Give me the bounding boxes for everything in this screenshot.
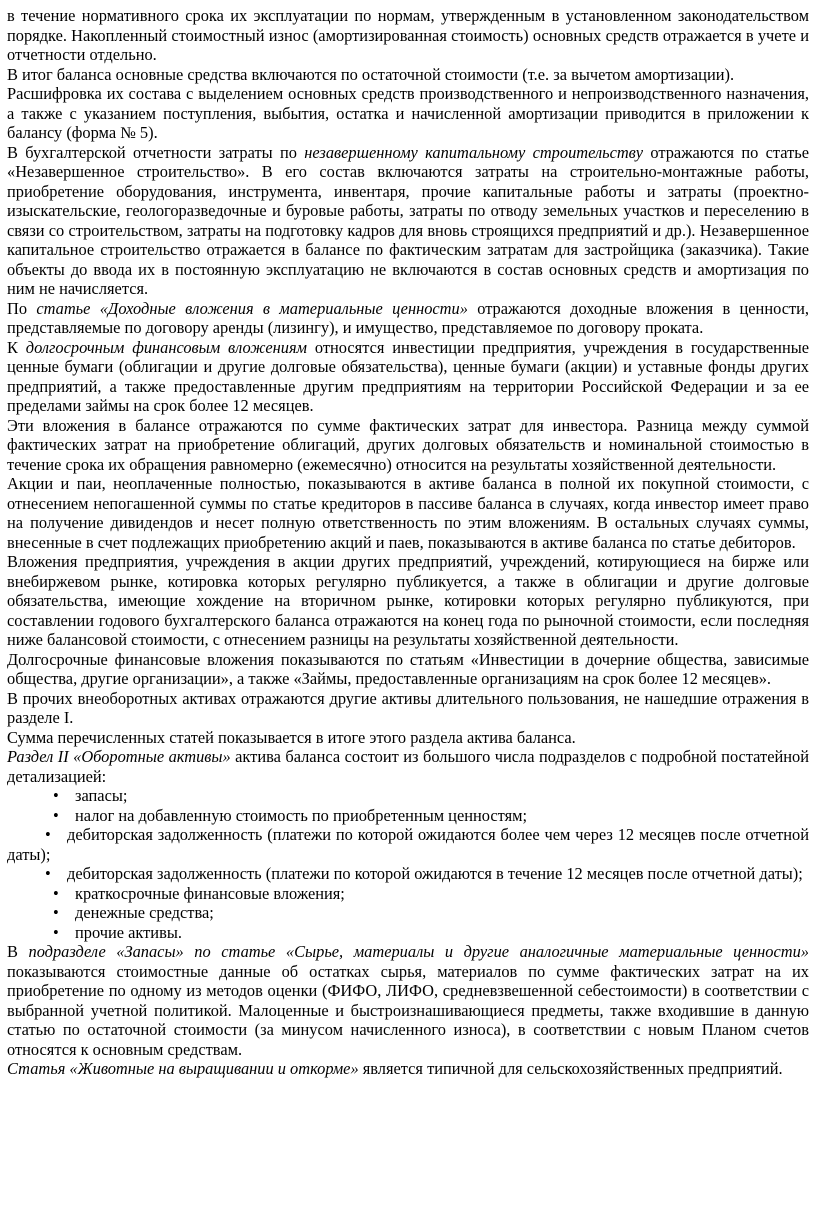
paragraph bbox=[7, 416, 809, 475]
bullet-icon: • bbox=[53, 786, 59, 805]
italic-term: долгосрочным финансовым вложениям bbox=[25, 337, 308, 357]
list-item bbox=[7, 923, 809, 943]
paragraph bbox=[7, 474, 809, 552]
text-run: в течение нормативного срока их эксплуатации по нормам, утвержденным в установленном законодательством порядке. Накопленный стоимостный износ (амортизированная стоимость) основных средств отражается в учете и отчетности отдельно. bbox=[7, 6, 809, 64]
paragraph bbox=[7, 65, 809, 85]
text-run: показываются стоимостные данные об остатках сырья, материалов по сумме фактических затрат на их приобретение по одному из методов оценки (ФИФО, ЛИФО, средневзвешенной себестоимости) в соответствии с выбранной учетной политикой. Малоценные и быстроизнашивающиеся предметы, также входившие в данную статью по остаточной стоимости (за минусом начисленного износа), в соответствии с новым Планом счетов относятся к основным средствам. bbox=[7, 961, 809, 1059]
italic-term: статье «Доходные вложения в материальные ценности» bbox=[36, 298, 468, 318]
paragraph bbox=[7, 689, 809, 728]
bullet-icon: • bbox=[53, 883, 59, 903]
list-item-text: прочие активы. bbox=[75, 922, 182, 942]
text-run: В bbox=[7, 942, 29, 961]
paragraph bbox=[7, 6, 809, 65]
paragraphs-before-list bbox=[7, 6, 809, 786]
paragraph bbox=[7, 747, 809, 786]
list-item bbox=[7, 903, 809, 923]
list-item-text: запасы; bbox=[75, 786, 128, 805]
text-run: Вложения предприятия, учреждения в акции других предприятий, учреждений, котирующиеся на бирже или внебиржевом рынке, котировка которых регулярно публикуется, а также в облигации и другие долговые обязательства, имеющие хождение на вторичном рынке, котировки которых регулярно публикуются, при составлении годового бухгалтерского баланса отражаются на конец года по рыночной стоимости, если последняя ниже балансовой стоимости, с отнесением разницы на результаты хозяйственной деятельности. bbox=[7, 552, 809, 649]
paragraph bbox=[7, 84, 809, 143]
paragraphs-after-list bbox=[7, 942, 809, 1079]
list-item-text: дебиторская задолженность (платежи по которой ожидаются более чем через 12 месяцев после отчетной даты); bbox=[7, 825, 809, 864]
bullet-icon: • bbox=[53, 922, 59, 942]
bullet-list bbox=[7, 786, 809, 942]
paragraph bbox=[7, 1059, 809, 1079]
text-run: Расшифровка их состава с выделением основных средств производственного и непроизводственного назначения, а также с указанием поступления, выбытия, остатка и начисленной амортизации приводится в приложении к балансу (форма № 5). bbox=[7, 84, 809, 142]
list-item-text: налог на добавленную стоимость по приобретенным ценностям; bbox=[75, 805, 528, 825]
text-run: является типичной для сельскохозяйственных предприятий. bbox=[358, 1059, 783, 1078]
list-item-text: денежные средства; bbox=[75, 903, 214, 922]
list-item bbox=[7, 864, 809, 884]
paragraph bbox=[7, 143, 809, 299]
paragraph bbox=[7, 552, 809, 650]
paragraph bbox=[7, 299, 809, 338]
italic-term: Раздел II «Оборотные активы» bbox=[7, 747, 231, 766]
text-run: Сумма перечисленных статей показывается в итоге этого раздела актива баланса. bbox=[7, 727, 576, 747]
text-run: В бухгалтерской отчетности затраты по bbox=[7, 142, 305, 162]
text-run: Эти вложения в балансе отражаются по сумме фактических затрат для инвестора. Разница между суммой фактических затрат на приобретение облигаций, других долговых обязательств и номинальной стоимостью в течение срока их обращения равномерно (ежемесячно) относится на результаты хозяйственной деятельности. bbox=[7, 415, 809, 474]
list-item-text: дебиторская задолженность (платежи по которой ожидаются в течение 12 месяцев после отчетной даты); bbox=[67, 864, 803, 883]
text-run: В итог баланса основные средства включаются по остаточной стоимости (т.е. за вычетом амортизации). bbox=[7, 64, 735, 84]
italic-term: подразделе «Запасы» по статье «Сырье, материалы и другие аналогичные материальные ценности» bbox=[28, 942, 809, 961]
paragraph bbox=[7, 942, 809, 1059]
bullet-icon: • bbox=[53, 903, 59, 922]
bullet-icon: • bbox=[53, 805, 59, 825]
bullet-icon: • bbox=[45, 864, 51, 883]
list-item bbox=[7, 884, 809, 904]
list-item-text: краткосрочные финансовые вложения; bbox=[75, 883, 345, 903]
list-item bbox=[7, 786, 809, 806]
text-run: отражаются по статье «Незавершенное строительство». В его состав включаются затраты на строительно-монтажные работы, приобретение оборудования, инструмента, инвентаря, прочие капитальные работы и затраты (проектно-изыскательские, геологоразведочные и буровые работы, затраты по отводу земельных участков и переселению в связи со строительством, затраты на подготовку кадров для вновь строящихся предприятий и др.). Незавершенное капитальное строительство отражается в балансе по фактическим затратам для застройщика (заказчика). Такие объекты до ввода их в постоянную эксплуатацию не включаются в состав основных средств и амортизация по ним не начисляется. bbox=[7, 142, 810, 298]
paragraph bbox=[7, 650, 809, 689]
italic-term: Статья «Животные на выращивании и откорме» bbox=[7, 1059, 359, 1078]
text-run: Долгосрочные финансовые вложения показываются по статьям «Инвестиции в дочерние общества, зависимые общества, другие организации», а также «Займы, предоставленные организациям на срок более 12 месяцев». bbox=[7, 649, 809, 688]
paragraph bbox=[7, 728, 809, 748]
italic-term: незавершенному капитальному строительству bbox=[304, 142, 644, 162]
text-run: отражаются доходные вложения в ценности, представляемые по договору аренды (лизингу), и имущество, представляемое по договору проката. bbox=[7, 298, 809, 337]
paragraph bbox=[7, 338, 809, 416]
text-run: Акции и паи, неоплаченные полностью, показываются в активе баланса в полной их покупной стоимости, с отнесением непогашенной суммы по статье кредиторов в пассиве баланса в случаях, когда инвестор имеет право на получение дивидендов и несет полную ответственность по этим вложениям. В остальных случаях суммы, внесенные в счет подлежащих приобретению акций и паев, показываются в активе баланса по статье дебиторов. bbox=[7, 474, 809, 552]
text-run: По bbox=[7, 298, 37, 318]
text-run: относятся инвестиции предприятия, учреждения в государственные ценные бумаги (облигации и другие долговые обязательства), ценные бумаги (акции) и уставные фонды других предприятий, а также предоставленные другим предприятиям на территории Российской Федерации и за ее пределами займы на срок более 12 месяцев. bbox=[7, 337, 810, 415]
text-run: В прочих внеоборотных активах отражаются другие активы длительного пользования, не нашедшие отражения в разделе I. bbox=[7, 688, 809, 727]
text-run: актива баланса состоит из большого числа подразделов с подробной постатейной детализацией: bbox=[7, 747, 809, 786]
text-run: К bbox=[7, 337, 26, 357]
list-item bbox=[7, 806, 809, 826]
bullet-icon: • bbox=[45, 825, 51, 844]
list-item bbox=[7, 825, 809, 864]
